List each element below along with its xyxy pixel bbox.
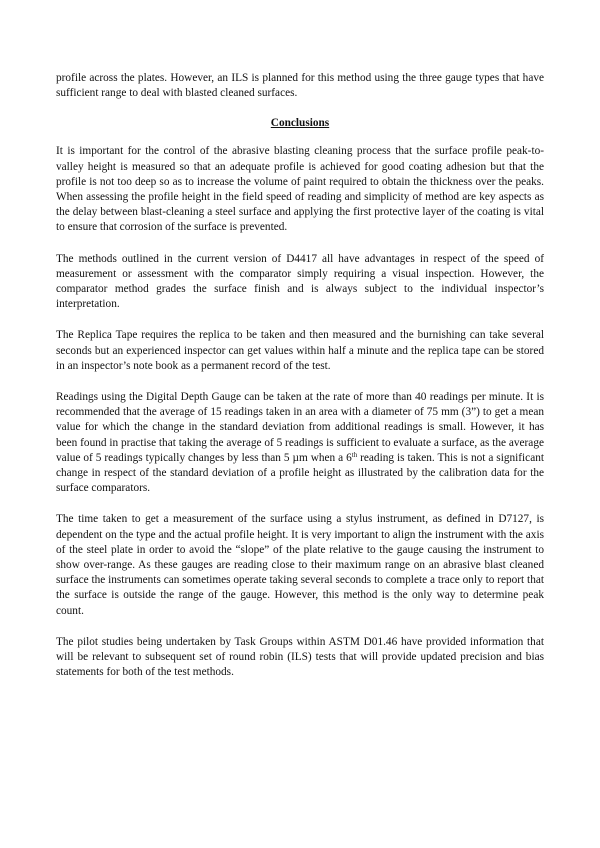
paragraph-pilot-studies: The pilot studies being undertaken by Task Groups within ASTM D01.46 have provided information that will be relevant to subsequent set of round robin (ILS) tests that will provide updated precision and bias statements for both of the test methods. — [56, 635, 544, 679]
paragraph-digital-depth-gauge — [56, 390, 544, 496]
paragraph-d4417-methods: The methods outlined in the current version of D4417 all have advantages in respect of the speed of measurement or assessment with the comparator simply requiring a visual inspection. However, the comparator method grades the surface finish and is always subject to the individual inspector’s interpretation. — [56, 252, 544, 311]
paragraph-replica-tape: The Replica Tape requires the replica to be taken and then measured and the burnishing can take several seconds but an experienced inspector can get values within half a minute and the replica tape can be stored in an inspector’s note book as a permanent record of the test. — [56, 329, 544, 372]
ordinal-superscript: th — [351, 450, 358, 459]
intro-paragraph: profile across the plates. However, an ILS is planned for this method using the three gauge types that have sufficient range to deal with blasted cleaned surfaces. — [56, 72, 544, 100]
conclusions-heading: Conclusions — [270, 117, 330, 130]
document-page — [56, 71, 544, 681]
paragraph-digital-depth-gauge-part1: Readings using the Digital Depth Gauge can be taken at the rate of more than 40 readings per minute. It is recommended that the average of 15 readings taken in an area with a diameter of 75 mm (3”) to get a mean value for which the change in the standard deviation from additional readings is small. However, it has been found in practise that taking the average of 5 readings is sufficient to evaluate a surface, as the average value of 5 readings typically changes by less than 5 µm when a 6 — [56, 391, 544, 464]
paragraph-process-control: It is important for the control of the abrasive blasting cleaning process that the surface profile peak-to-valley height is measured so that an adequate profile is achieved for good coating adhesion but that the profile is not too deep so as to increase the volume of paint required to obtain the thickness over the peaks. When assessing the profile height in the field speed of reading and simplicity of method are key aspects as the delay between blast-cleaning a steel surface and applying the first protective layer of the coating is vital to ensure that corrosion of the surface is prevented. — [56, 145, 544, 234]
paragraph-digital-depth-gauge-part2: reading is taken. This is not a significant change in respect of the standard deviation of a profile height as illustrated by the calibration data for the surface comparators. — [56, 451, 544, 495]
paragraph-stylus-instrument: The time taken to get a measurement of the surface using a stylus instrument, as defined in D7127, is dependent on the type and the actual profile height. It is very important to align the instrument with the axis of the steel plate in order to avoid the “slope” of the plate relative to the gauge causing the instrument to show over-range. As these gauges are reading close to their maximum range on an abrasive blast cleaned surface the instruments can sometimes operate taking several seconds to complete a trace only to report that the surface is outside the range of the gauge. However, this method is the only way to determine peak count. — [56, 513, 544, 617]
